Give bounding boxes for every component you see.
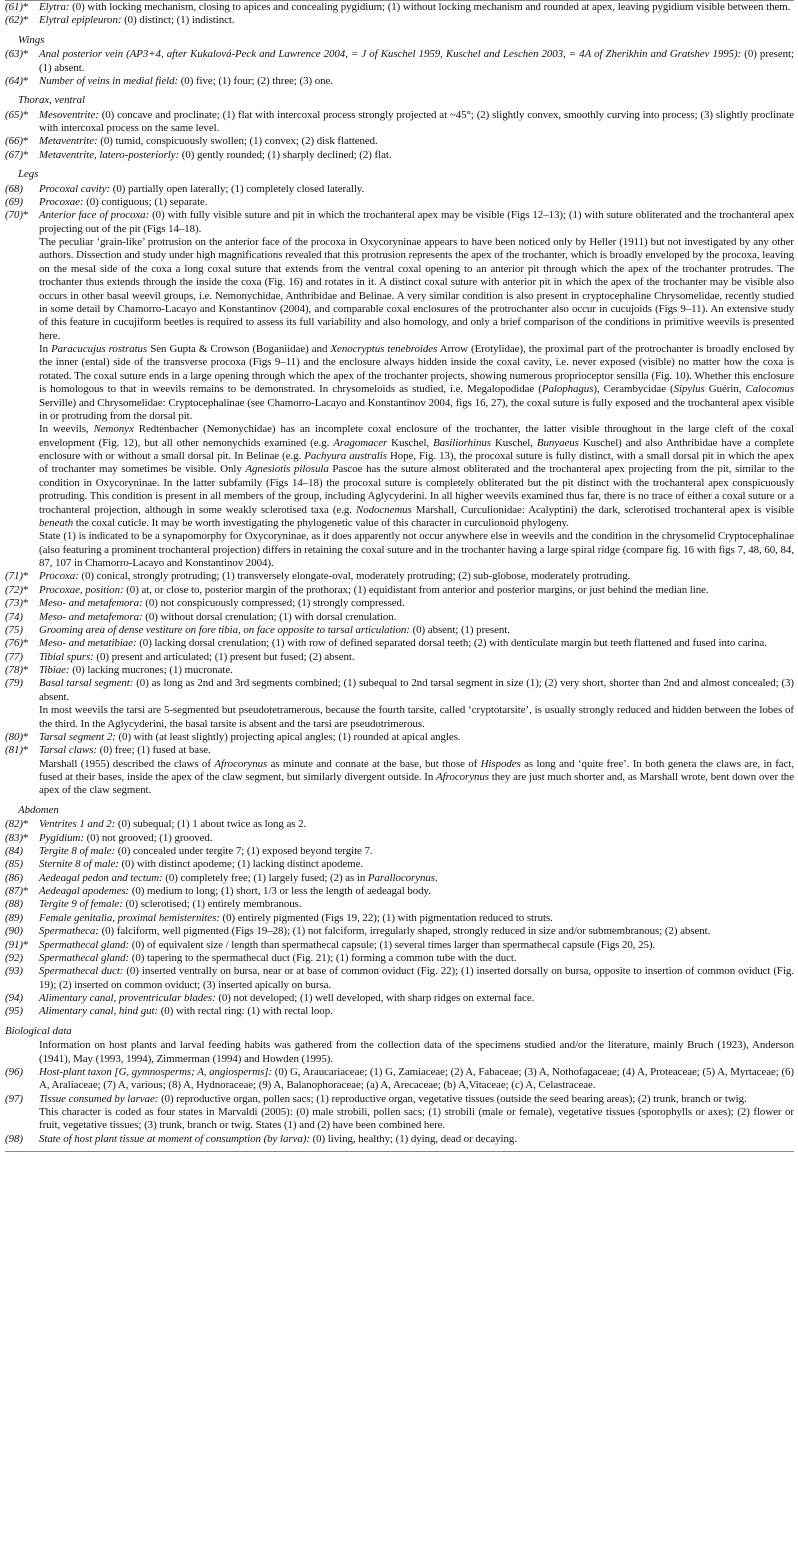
character-entry bbox=[5, 939, 794, 952]
character-description bbox=[39, 664, 794, 677]
character-title: Procoxal cavity: bbox=[39, 182, 111, 195]
character-title: Procoxae, position: bbox=[39, 583, 124, 596]
wings-characters bbox=[5, 48, 794, 88]
character-number bbox=[5, 744, 39, 757]
paragraph-70-1: The peculiar ‘grain-like’ protrusion on the anterior face of the procoxa in Oxycoryninae appears to have been noticed only by Heller (1911) but not investigated by any other authors. Dissection and study under high magnifications revealed that this protrusion represents the apex of the trochanter, which is broadly enveloped by the procoxa, leaving on the mesal side of the coxa a long coxal suture that extends from the ventral coxal opening to an anterior pit through which the apex of the trochanter protrudes. The trochanter thus extends through the inside the coxa (Fig. 16) and rotates in it. A distinct coxal suture with anterior pit in which the apex of the trochanter may be visible also occurs in other basal weevil groups, i.e. Nemonychidae, Anthribidae and Belinae. A very similar condition is also present in cryptocephaline Chrysomelidae, recently studied in some detail by Chamorro-Lacayo and Konstantinov (2004), and comparable coxal enclosures of the protrochanter also occur in cucujoids (Figs 9–11). An extensive study of this feature in cucujiform beetles is required to assess its full variability and also homology, and only a brief comparison of the conditions in primitive weevils is presented here. bbox=[39, 236, 794, 342]
character-description bbox=[39, 845, 794, 858]
character-description bbox=[39, 584, 794, 597]
character-description bbox=[39, 731, 794, 744]
paragraph-70-4: State (1) is indicated to be a synapomorphy for Oxycoryninae, as it does apparently not occur anywhere else in weevils and the condition in the chrysomelid Cryptocephalinae (also featuring a prominent trochanteral projection) differs in retaining the coxal suture and in the trochanter having a large spiral ridge (compare fig. 16 with figs 7, 48, 60, 84, 87, 107 in Chamorro-Lacayo and Konstantinov 2004). bbox=[39, 530, 794, 569]
character-title: Spermathecal duct: bbox=[39, 965, 124, 978]
character-title: Meso- and metafemora: bbox=[39, 597, 143, 610]
character-number bbox=[5, 731, 39, 744]
character-description bbox=[39, 109, 794, 136]
bio-characters bbox=[5, 1066, 794, 1106]
character-description bbox=[39, 48, 794, 75]
character-title: Tergite 8 of male: bbox=[39, 844, 116, 857]
character-description bbox=[39, 183, 794, 196]
character-states: (0) completely free; (1) largely fused; (2) as in bbox=[162, 871, 368, 884]
character-entry bbox=[5, 14, 794, 27]
character-number-text: (63) bbox=[5, 48, 23, 61]
character-number bbox=[5, 832, 39, 845]
character-entry bbox=[5, 912, 794, 925]
character-entry bbox=[5, 858, 794, 871]
character-number-text: (82) bbox=[5, 818, 23, 831]
character-number bbox=[5, 898, 39, 911]
character-number-text: (75) bbox=[5, 623, 23, 636]
character-description bbox=[39, 597, 794, 610]
character-title: Tarsal claws: bbox=[39, 744, 97, 757]
character-number bbox=[5, 1066, 39, 1093]
character-number bbox=[5, 570, 39, 583]
character-number bbox=[5, 925, 39, 938]
character-entry bbox=[5, 898, 794, 911]
character-states: (0) entirely pigmented (Figs 19, 22); (1) with pigmentation reduced to struts. bbox=[219, 911, 553, 924]
character-number-text: (95) bbox=[5, 1005, 23, 1018]
legs-characters-b bbox=[5, 570, 794, 704]
character-title: Metaventrite, latero-posteriorly: bbox=[39, 148, 180, 161]
character-number-text: (72) bbox=[5, 583, 23, 596]
character-title: Elytral epipleuron: bbox=[39, 14, 122, 27]
character-description bbox=[39, 135, 794, 148]
character-number-text: (79) bbox=[5, 677, 23, 690]
character-states: (0) absent; (1) present. bbox=[409, 623, 510, 636]
character-description bbox=[39, 744, 794, 757]
character-entry bbox=[5, 952, 794, 965]
character-description bbox=[39, 818, 794, 831]
character-number-text: (73) bbox=[5, 597, 23, 610]
character-title: Procoxa: bbox=[39, 570, 79, 583]
character-title: Pygidium: bbox=[39, 831, 84, 844]
character-number bbox=[5, 858, 39, 871]
character-number bbox=[5, 664, 39, 677]
character-star: * bbox=[22, 108, 29, 121]
character-states: (0) at, or close to, posterior margin of the prothorax; (1) equidistant from anterior and posterior margins, or just behind the median line. bbox=[123, 583, 709, 596]
character-star: * bbox=[22, 637, 29, 650]
character-entry bbox=[5, 48, 794, 75]
character-number-text: (96) bbox=[5, 1065, 23, 1078]
character-title: Mesoventrite: bbox=[39, 108, 99, 121]
character-title: Alimentary canal, proventricular blades: bbox=[39, 992, 216, 1004]
character-title: Ventrites 1 and 2: bbox=[39, 818, 116, 831]
character-states: (0) conical, strongly protruding; (1) transversely elongate-oval, moderately protruding; (2) sub-globose, moderately protruding. bbox=[78, 570, 631, 583]
character-title: Tibial spurs: bbox=[39, 650, 94, 663]
character-description bbox=[39, 858, 794, 871]
character-description bbox=[39, 209, 794, 236]
character-states: (0) not conspicuously compressed; (1) strongly compressed. bbox=[142, 597, 405, 610]
character-number-text: (88) bbox=[5, 898, 23, 911]
bottom-rule bbox=[5, 1151, 794, 1152]
character-title: State of host plant tissue at moment of consumption (by larva): bbox=[39, 1132, 310, 1145]
character-number-text: (61) bbox=[5, 1, 23, 13]
character-star: * bbox=[22, 209, 29, 222]
character-entry bbox=[5, 209, 794, 236]
character-number-text: (69) bbox=[5, 195, 23, 208]
character-number-text: (71) bbox=[5, 570, 23, 583]
character-number bbox=[5, 597, 39, 610]
character-description bbox=[39, 925, 794, 938]
character-number bbox=[5, 209, 39, 236]
character-star: * bbox=[22, 1, 29, 13]
character-states: (0) tumid, conspicuously swollen; (1) convex; (2) disk flattened. bbox=[97, 135, 378, 148]
character-entry bbox=[5, 845, 794, 858]
character-star: * bbox=[22, 74, 29, 87]
character-number bbox=[5, 624, 39, 637]
character-star: * bbox=[22, 831, 29, 844]
character-description bbox=[39, 965, 794, 992]
character-number bbox=[5, 611, 39, 624]
character-states: (0) partially open laterally; (1) completely closed laterally. bbox=[110, 182, 365, 195]
character-number-text: (77) bbox=[5, 650, 23, 663]
character-number bbox=[5, 845, 39, 858]
legs-characters-c bbox=[5, 731, 794, 758]
character-states: (0) medium to long; (1) short, 1/3 or less the length of aedeagal body. bbox=[129, 885, 431, 897]
character-number-text: (85) bbox=[5, 858, 23, 871]
character-number bbox=[5, 912, 39, 925]
character-states: (0) living, healthy; (1) dying, dead or decaying. bbox=[309, 1132, 517, 1145]
character-entry bbox=[5, 1066, 794, 1093]
character-entry bbox=[5, 183, 794, 196]
character-number-text: (76) bbox=[5, 637, 23, 650]
character-number bbox=[5, 818, 39, 831]
character-number-text: (83) bbox=[5, 831, 23, 844]
character-states: (0) with locking mechanism, closing to apices and concealing pygidium; (1) without locking mechanism and rounded at apex, leaving pygidium visible between them. bbox=[69, 1, 791, 13]
character-description bbox=[39, 651, 794, 664]
character-star: * bbox=[22, 664, 29, 676]
character-number-text: (78) bbox=[5, 664, 23, 676]
character-states: (0) five; (1) four; (2) three; (3) one. bbox=[178, 74, 334, 87]
character-description bbox=[39, 149, 794, 162]
character-star: * bbox=[22, 730, 29, 743]
character-title: Spermathecal gland: bbox=[39, 938, 130, 951]
character-number-text: (68) bbox=[5, 182, 23, 195]
character-states: (0) gently rounded; (1) sharply declined; (2) flat. bbox=[179, 148, 392, 161]
character-title: Grooming area of dense vestiture on fore tibia, on face opposite to tarsal articulation: bbox=[39, 623, 410, 636]
character-states: (0) present and articulated; (1) present but fused; (2) absent. bbox=[93, 650, 355, 663]
character-taxon: Parallocorynus bbox=[367, 871, 435, 884]
character-description bbox=[39, 570, 794, 583]
characters-top bbox=[5, 1, 794, 28]
character-title: Aedeagal apodemes: bbox=[39, 885, 130, 897]
paragraph-79: In most weevils the tarsi are 5-segmented but pseudotetramerous, because the fourth tarsite, called ‘cryptotarsite’, is usually strongly reduced and hidden between the lobes of the third. In the Aglycyderini, the basal tarsite is absent and the tarsi are pseudotrimerous. bbox=[39, 704, 794, 730]
character-entry bbox=[5, 570, 794, 583]
character-description bbox=[39, 832, 794, 845]
character-description bbox=[39, 992, 794, 1005]
character-states: (0) not grooved; (1) grooved. bbox=[83, 831, 213, 844]
character-number bbox=[5, 1133, 39, 1146]
character-number bbox=[5, 584, 39, 597]
character-title: Aedeagal pedon and tectum: bbox=[39, 871, 163, 884]
character-description bbox=[39, 196, 794, 209]
character-states: (0) without dorsal crenulation; (1) with dorsal crenulation. bbox=[142, 610, 397, 623]
character-entry bbox=[5, 744, 794, 757]
character-number bbox=[5, 14, 39, 27]
character-title: Anal posterior vein (AP3+4, after Kukalová-Peck and Lawrence 2004, = J of Kuschel 1959, Kuschel and Leschen 2003, = 4A of Zherikhin and Gratshev 1995): bbox=[39, 48, 742, 61]
character-number bbox=[5, 1, 39, 14]
character-states: (0) with rectal ring: (1) with rectal loop. bbox=[158, 1005, 333, 1018]
character-star: * bbox=[22, 938, 29, 951]
bio-characters-b bbox=[5, 1133, 794, 1146]
character-description bbox=[39, 677, 794, 704]
character-title: Meso- and metatibiae: bbox=[39, 637, 137, 650]
character-description bbox=[39, 912, 794, 925]
character-number bbox=[5, 149, 39, 162]
character-entry bbox=[5, 135, 794, 148]
character-number-text: (80) bbox=[5, 730, 23, 743]
character-states: (0) present; (1) absent. bbox=[39, 48, 795, 74]
character-description bbox=[39, 1093, 794, 1106]
section-heading-thorax: Thorax, ventral bbox=[18, 94, 86, 107]
character-star: * bbox=[22, 597, 29, 610]
character-entry bbox=[5, 677, 794, 704]
character-title: Host-plant taxon [G, gymnosperms; A, angiosperms]: bbox=[39, 1065, 273, 1078]
character-star: * bbox=[22, 744, 29, 757]
character-title: Meso- and metafemora: bbox=[39, 610, 143, 623]
character-states: (0) of equivalent size / length than spermathecal capsule; (1) several times larger than spermathecal capsule (Figs 20, 25). bbox=[129, 938, 656, 951]
character-entry bbox=[5, 149, 794, 162]
character-states: (0) reproductive organ, pollen sacs; (1) reproductive organ, vegetative tissues (outside the seed bearing areas); (2) trunk, branch or twig. bbox=[158, 1092, 747, 1105]
character-entry bbox=[5, 1, 794, 14]
character-title: Procoxae: bbox=[39, 195, 84, 208]
character-entry bbox=[5, 832, 794, 845]
character-star: * bbox=[22, 148, 29, 161]
character-entry bbox=[5, 1093, 794, 1106]
character-number bbox=[5, 196, 39, 209]
character-description bbox=[39, 637, 794, 650]
character-states: (0) subequal; (1) 1 about twice as long as 2. bbox=[115, 818, 307, 831]
character-states: (0) lacking mucrones; (1) mucronate. bbox=[69, 664, 233, 676]
character-title: Spermatheca: bbox=[39, 925, 99, 938]
section-heading-wings: Wings bbox=[18, 33, 45, 46]
character-number-text: (81) bbox=[5, 744, 23, 757]
character-number-text: (84) bbox=[5, 844, 23, 857]
paragraph-bio-intro: Information on host plants and larval feeding habits was gathered from the collection data of the specimens studied and/or the literature, mainly Bruch (1923), Anderson (1941), May (1993, 1994), Zimmerman (1994) and Howden (1995). bbox=[39, 1039, 794, 1065]
character-title: Female genitalia, proximal hemisternites: bbox=[39, 911, 220, 924]
character-entry bbox=[5, 885, 794, 898]
character-number-text: (64) bbox=[5, 74, 23, 87]
character-description bbox=[39, 939, 794, 952]
character-entry bbox=[5, 651, 794, 664]
character-entry bbox=[5, 637, 794, 650]
character-entry bbox=[5, 196, 794, 209]
character-number-text: (86) bbox=[5, 871, 23, 884]
character-title: Basal tarsal segment: bbox=[39, 677, 134, 690]
character-number-text: (91) bbox=[5, 938, 23, 951]
character-number bbox=[5, 885, 39, 898]
character-states: (0) not developed; (1) well developed, with sharp ridges on external face. bbox=[215, 992, 535, 1004]
character-states: (0) G, Araucariaceae; (1) G, Zamiaceae; (2) A, Fabaceae; (3) A, Nothofagaceae; (4) A, Proteaceae; (5) A, Myrtaceae; (6) A, Araliaceae; (7) A, various; (8) A, Hydnoraceae; (9) A, Balanophoraceae; (a) A, Arecaceae; (b) A,Vitaceae; (c) A, Celastraceae. bbox=[39, 1065, 795, 1092]
character-title: Number of veins in medial field: bbox=[39, 74, 179, 87]
character-entry bbox=[5, 818, 794, 831]
character-entry bbox=[5, 75, 794, 88]
character-description bbox=[39, 611, 794, 624]
character-description bbox=[39, 14, 794, 27]
character-description bbox=[39, 1, 794, 14]
character-states: (0) falciform, well pigmented (Figs 19–28); (1) not falciform, irregularly shaped, strongly reduced in size and/or submembranous; (2) absent. bbox=[98, 925, 711, 938]
thorax-characters bbox=[5, 109, 794, 163]
character-star: * bbox=[22, 135, 29, 148]
character-states: (0) concealed under tergite 7; (1) exposed beyond tergite 7. bbox=[115, 844, 373, 857]
character-entry bbox=[5, 1133, 794, 1146]
character-star: * bbox=[22, 885, 29, 897]
character-description bbox=[39, 885, 794, 898]
character-entry bbox=[5, 965, 794, 992]
character-states: (0) inserted ventrally on bursa, near or at base of common oviduct (Fig. 22); (1) inserted dorsally on bursa, opposite to insertion of common oviduct (Fig. 19); (2) inserted on common oviduct; (3) inserted apically on bursa. bbox=[39, 965, 794, 991]
character-states: (0) free; (1) fused at base. bbox=[96, 744, 211, 757]
character-title: Alimentary canal, hind gut: bbox=[39, 1005, 159, 1018]
character-states: (0) lacking dorsal crenulation; (1) with row of defined separated dorsal teeth; (2) with denticulate margin but teeth flattened and fused into carina. bbox=[136, 637, 767, 650]
character-number bbox=[5, 952, 39, 965]
character-states: (0) as long as 2nd and 3rd segments combined; (1) subequal to 2nd tarsal segment in size (1); (2) very short, shorter than 2nd and almost concealed; (3) absent. bbox=[39, 677, 794, 703]
paragraph-81: Marshall (1955) described the claws of Afrocorynus as minute and connate at the base, but those of Hispodes as long and ‘quite free’. In both genera the claws are, in fact, fused at their bases, inside the apex of the claw segment, but similarly divergent outside. In Afrocorynus they are just much shorter and, as Marshall wrote, bent down over the apex of the claw segment. bbox=[39, 757, 795, 797]
character-entry bbox=[5, 731, 794, 744]
character-title: Tibiae: bbox=[39, 664, 70, 676]
character-states: (0) tapering to the spermathecal duct (Fig. 21); (1) forming a common tube with the duct. bbox=[129, 951, 517, 964]
character-states: (0) distinct; (1) indistinct. bbox=[121, 14, 235, 27]
paragraph-70-3: In weevils, Nemonyx Redtenbacher (Nemonychidae) has an incomplete coxal enclosure of the trochanter, the latter visible throughout in the large cleft of the coxal envelopment (Fig. 12), but all other nemonychids examined (e.g. Aragomacer Kuschel, Basiliorhinus Kuschel, Bunyaeus Kuschel) and also Anthribidae have a complete enclosure with or without a small dorsal pit. In Belinae (e.g. Pachyura australis Hope, Fig. 13), the procoxal suture is fully distinct, with a small dorsal pit in which the apex of trochanter may sometimes be visible. Only Agnesiotis pilosula Pascoe has the suture almost obliterated and the trochanteral apex projecting from the pit, similar to the condition in Oxycoryninae. In the latter subfamily (Figs 14–18) the procoxal suture is completely obliterated but the pit distinct with the trochanteral apex conspicuously protruding. This condition is present in all members of the group, including Aglycyderini. In all higher weevils examined thus far, there is no trace of either a coxal suture or a trochanteral projection, although in some weakly sclerotised taxa (e.g. Nodocnemus Marshall, Curculionidae: Acalyptini) the dark, sclerotised trochanteral apex is visible beneath the coxal cuticle. It may be worth investigating the phylogenetic value of this character in curculionoid phylogeny. bbox=[39, 423, 795, 529]
character-number-text: (97) bbox=[5, 1092, 23, 1105]
character-star: * bbox=[22, 570, 29, 583]
character-title: Spermathecal gland: bbox=[39, 951, 130, 964]
character-description bbox=[39, 624, 794, 637]
character-title: Elytra: bbox=[39, 1, 70, 13]
character-number-text: (93) bbox=[5, 965, 23, 978]
paragraph-97: This character is coded as four states in Marvaldi (2005): (0) male strobili, pollen sacs; (1) strobili (male or female), vegetative tissues (sporophylls or axes); (2) flower or fruit, vegetative tissues; (3) trunk, branch or twig. States (1) and (2) have been combined here. bbox=[39, 1106, 794, 1132]
character-entry bbox=[5, 992, 794, 1005]
character-number-text: (62) bbox=[5, 14, 23, 27]
character-entry bbox=[5, 584, 794, 597]
character-states: (0) concave and proclinate; (1) flat with intercoxal process strongly projected at ~45°; (2) slightly convex, smoothly curving into process; (3) slightly proclinate with intercoxal process on the same level. bbox=[39, 108, 794, 134]
character-number-text: (89) bbox=[5, 911, 23, 924]
character-number bbox=[5, 939, 39, 952]
character-description bbox=[39, 952, 794, 965]
character-states: (0) with distinct apodeme; (1) lacking distinct apodeme. bbox=[118, 858, 364, 871]
character-number bbox=[5, 965, 39, 992]
legs-characters-a bbox=[5, 183, 794, 237]
character-number bbox=[5, 651, 39, 664]
character-title: Tergite 9 of female: bbox=[39, 898, 123, 911]
character-number-text: (92) bbox=[5, 951, 23, 964]
character-number bbox=[5, 1005, 39, 1018]
character-title: Anterior face of procoxa: bbox=[39, 209, 150, 222]
character-description bbox=[39, 872, 794, 885]
character-number bbox=[5, 48, 39, 75]
character-description bbox=[39, 1066, 794, 1093]
character-number bbox=[5, 677, 39, 704]
character-entry bbox=[5, 611, 794, 624]
character-number-text: (94) bbox=[5, 992, 23, 1004]
character-states: (0) with fully visible suture and pit in which the trochanteral apex may be visible (Figs 12–13); (1) with suture obliterated and the trochanteral apex projecting out of the pit (Figs 14–18). bbox=[39, 209, 794, 235]
section-heading-abdomen: Abdomen bbox=[18, 803, 59, 816]
character-entry bbox=[5, 872, 794, 885]
abdomen-characters bbox=[5, 818, 794, 1019]
character-tail: . bbox=[434, 871, 438, 884]
character-number-text: (66) bbox=[5, 135, 23, 148]
paragraph-70-2: In Paracucujus rostratus Sen Gupta & Crowson (Boganiidae) and Xenocryptus tenebroides Arrow (Erotylidae), the proximal part of the protrochanter is broadly enclosed by the inner (ental) side of the transverse procoxa (Figs 9–11) and the enclosure always hidden inside the coxal cavity, i.e. never exposed (visible) no matter how the coxa is rotated. The coxal suture ends in a large opening through which the apex of the trochanter projects, showing numerous proprioceptor sensilla (Fig. 10). Whether this enclosure is homologous to that in weevils remains to be demonstrated. In chrysomeloids as studied, i.e. Megalopodidae (Palophagus), Cerambycidae (Sipylus Guérin, Calocomus Serville) and Chrysomelidae: Cryptocephalinae (see Chamorro-Lacayo and Konstantinov 2004, figs 16, 27), the coxal suture is fully exposed and the trochanteral apex visible in or protruding from the dorsal pit. bbox=[39, 343, 795, 422]
character-states: (0) sclerotised; (1) entirely membranous. bbox=[122, 898, 302, 911]
character-number-text: (70) bbox=[5, 209, 23, 222]
character-entry bbox=[5, 664, 794, 677]
character-description bbox=[39, 1133, 794, 1146]
character-number bbox=[5, 183, 39, 196]
character-number bbox=[5, 135, 39, 148]
character-number bbox=[5, 637, 39, 650]
character-title: Metaventrite: bbox=[39, 135, 98, 148]
character-number-text: (98) bbox=[5, 1132, 23, 1145]
character-description bbox=[39, 1005, 794, 1018]
character-star: * bbox=[22, 48, 29, 61]
character-number bbox=[5, 1093, 39, 1106]
character-number-text: (67) bbox=[5, 148, 23, 161]
character-number-text: (65) bbox=[5, 108, 23, 121]
character-states: (0) contiguous; (1) separate. bbox=[83, 195, 208, 208]
character-states: (0) with (at least slightly) projecting apical angles; (1) rounded at apical angles. bbox=[115, 730, 461, 743]
character-description bbox=[39, 75, 794, 88]
character-entry bbox=[5, 109, 794, 136]
character-entry bbox=[5, 597, 794, 610]
character-title: Sternite 8 of male: bbox=[39, 858, 119, 871]
character-star: * bbox=[22, 818, 29, 831]
character-number bbox=[5, 992, 39, 1005]
character-number bbox=[5, 872, 39, 885]
section-heading-biological-data: Biological data bbox=[5, 1024, 72, 1037]
character-number-text: (90) bbox=[5, 925, 23, 938]
character-entry bbox=[5, 925, 794, 938]
character-number bbox=[5, 75, 39, 88]
character-title: Tissue consumed by larvae: bbox=[39, 1092, 159, 1105]
section-heading-legs: Legs bbox=[18, 168, 39, 181]
character-star: * bbox=[22, 583, 29, 596]
character-number bbox=[5, 109, 39, 136]
character-title: Tarsal segment 2: bbox=[39, 730, 116, 743]
character-number-text: (87) bbox=[5, 885, 23, 897]
character-entry bbox=[5, 1005, 794, 1018]
character-number-text: (74) bbox=[5, 610, 23, 623]
character-star: * bbox=[22, 14, 29, 27]
character-entry bbox=[5, 624, 794, 637]
character-description bbox=[39, 898, 794, 911]
